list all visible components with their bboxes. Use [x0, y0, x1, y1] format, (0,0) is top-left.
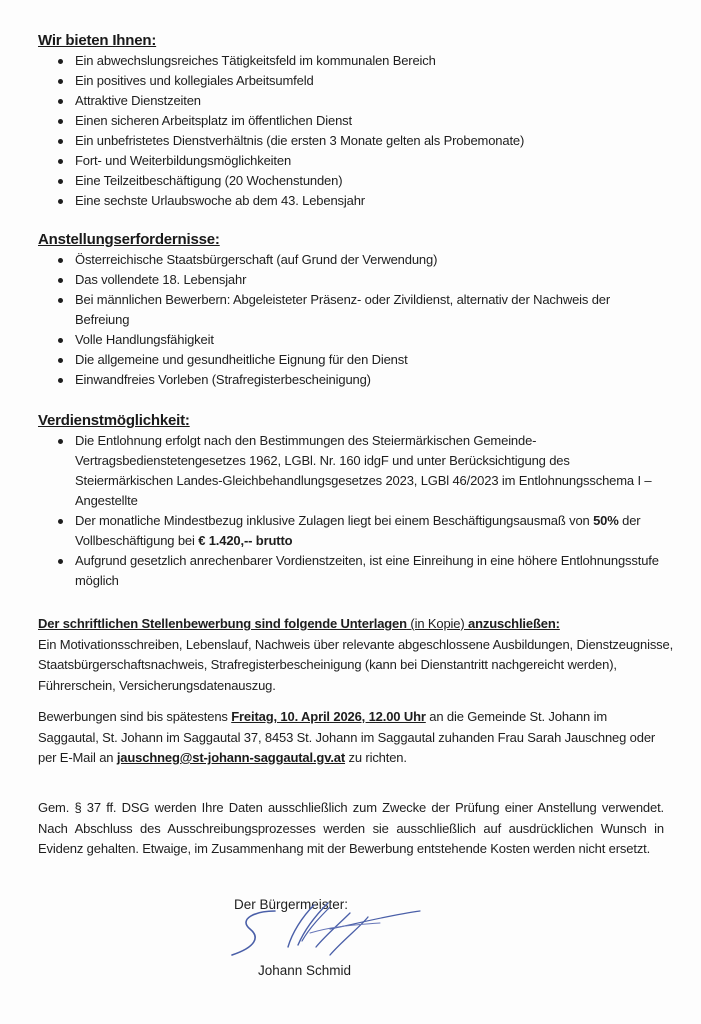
privacy-text: Gem. § 37 ff. DSG werden Ihre Daten ausschließlich zum Zwecke der Prüfung einer Anstellung verwendet. Nach Abschluss des Ausschreibungsprozesses werden sie ausschließlich auf ausdrücklichen Wunsch in Evidenz gehalten. Etwaige, im Zusammenhang mit der Bewerbung entstehende Kosten werden nicht ersetzt. [38, 800, 664, 856]
signature-name: Johann Schmid [258, 963, 352, 978]
application-text: Bewerbungen sind bis spätestens Freitag, 10. April 2026, 12.00 Uhr an die Gemeinde St. Johann im Saggautal, St. Johann im Saggautal 37, 8453 St. Johann im Saggautal zuhanden Frau Sarah Jauschneg oder per E-Mail an jauschneg@st-johann-saggautal.gv.at zu richten. [38, 709, 656, 765]
salary-amount: € 1.420,-- brutto [198, 533, 293, 548]
salary-item: Der monatliche Mindestbezug inklusive Zulagen liegt bei einem Beschäftigungsausmaß von 50% der Vollbeschäftigung bei € 1.420,-- brutto [38, 511, 663, 551]
bullet-icon [58, 519, 63, 524]
requirement-item: Das vollendete 18. Lebensjahr [38, 270, 638, 290]
signature-block [234, 895, 474, 1005]
requirements-list [38, 250, 638, 390]
bullet-icon [58, 139, 63, 144]
offer-list [38, 51, 678, 211]
salary-item: Die Entlohnung erfolgt nach den Bestimmungen des Steiermärkischen Gemeinde-Vertragsbedienstetengesetzes 1962, LGBl. Nr. 160 idgF und unter Berücksichtigung des Steiermärkischen Landes-Gleichbehandlungsgesetzes 2023, LGBl 46/2023 im Entlohnungsschema I – Angestellte [38, 431, 663, 511]
bullet-icon [58, 278, 63, 283]
bullet-icon [58, 258, 63, 263]
offer-item: Ein unbefristetes Dienstverhältnis (die ersten 3 Monate gelten als Probemonate) [38, 131, 678, 151]
requirements-heading: Anstellungserfordernisse: [38, 231, 220, 248]
bullet-icon [58, 59, 63, 64]
bullet-icon [58, 99, 63, 104]
offer-heading: Wir bieten Ihnen: [38, 32, 157, 49]
requirement-item: Bei männlichen Bewerbern: Abgeleisteter Präsenz- oder Zivildienst, alternativ der Nachweis der Befreiung [38, 290, 638, 330]
offer-item: Eine Teilzeitbeschäftigung (20 Wochenstunden) [38, 171, 678, 191]
handwritten-signature-icon [230, 897, 430, 967]
application-section [38, 707, 668, 769]
documents-body: Ein Motivationsschreiben, Lebenslauf, Nachweis über relevante abgeschlossene Ausbildungen, Dienstzeugnisse, Staatsbürgerschaftsnachweis, Strafregisterbescheinigung (kann bei Dienstantritt nachgereicht werden), Führerschein, Versicherungsdatenauszug. [38, 636, 674, 693]
bullet-icon [58, 159, 63, 164]
application-deadline: Freitag, 10. April 2026, 12.00 Uhr [231, 709, 426, 724]
offer-item: Ein abwechslungsreiches Tätigkeitsfeld im kommunalen Bereich [38, 51, 678, 71]
bullet-icon [58, 119, 63, 124]
offer-item: Eine sechste Urlaubswoche ab dem 43. Lebensjahr [38, 191, 678, 211]
requirement-item: Einwandfreies Vorleben (Strafregisterbescheinigung) [38, 370, 638, 390]
bullet-icon [58, 79, 63, 84]
offer-item: Fort- und Weiterbildungsmöglichkeiten [38, 151, 678, 171]
bullet-icon [58, 559, 63, 564]
offer-item: Einen sicheren Arbeitsplatz im öffentlichen Dienst [38, 111, 678, 131]
salary-percent: 50% [593, 513, 619, 528]
bullet-icon [58, 358, 63, 363]
requirement-item: Die allgemeine und gesundheitliche Eignung für den Dienst [38, 350, 638, 370]
requirement-item: Volle Handlungsfähigkeit [38, 330, 638, 350]
requirements-section [38, 230, 678, 390]
bullet-icon [58, 179, 63, 184]
bullet-icon [58, 378, 63, 383]
salary-item: Aufgrund gesetzlich anrechenbarer Vordienstzeiten, ist eine Einreihung in eine höhere Entlohnungsstufe möglich [38, 551, 663, 591]
documents-heading: Der schriftlichen Stellenbewerbung sind folgende Unterlagen (in Kopie) anzuschließen: [38, 616, 560, 631]
bullet-icon [58, 439, 63, 444]
offer-item: Attraktive Dienstzeiten [38, 91, 678, 111]
salary-heading: Verdienstmöglichkeit: [38, 412, 190, 429]
salary-section [38, 411, 678, 591]
salary-list [38, 431, 663, 591]
bullet-icon [58, 338, 63, 343]
signature-title: Der Bürgermeister: [234, 897, 349, 912]
privacy-section [38, 798, 664, 860]
bullet-icon [58, 298, 63, 303]
documents-section [38, 614, 678, 696]
email-link[interactable]: jauschneg@st-johann-saggautal.gv.at [116, 750, 346, 765]
offer-item: Ein positives und kollegiales Arbeitsumfeld [38, 71, 678, 91]
offer-section [38, 31, 678, 211]
requirement-item: Österreichische Staatsbürgerschaft (auf Grund der Verwendung) [38, 250, 638, 270]
bullet-icon [58, 199, 63, 204]
